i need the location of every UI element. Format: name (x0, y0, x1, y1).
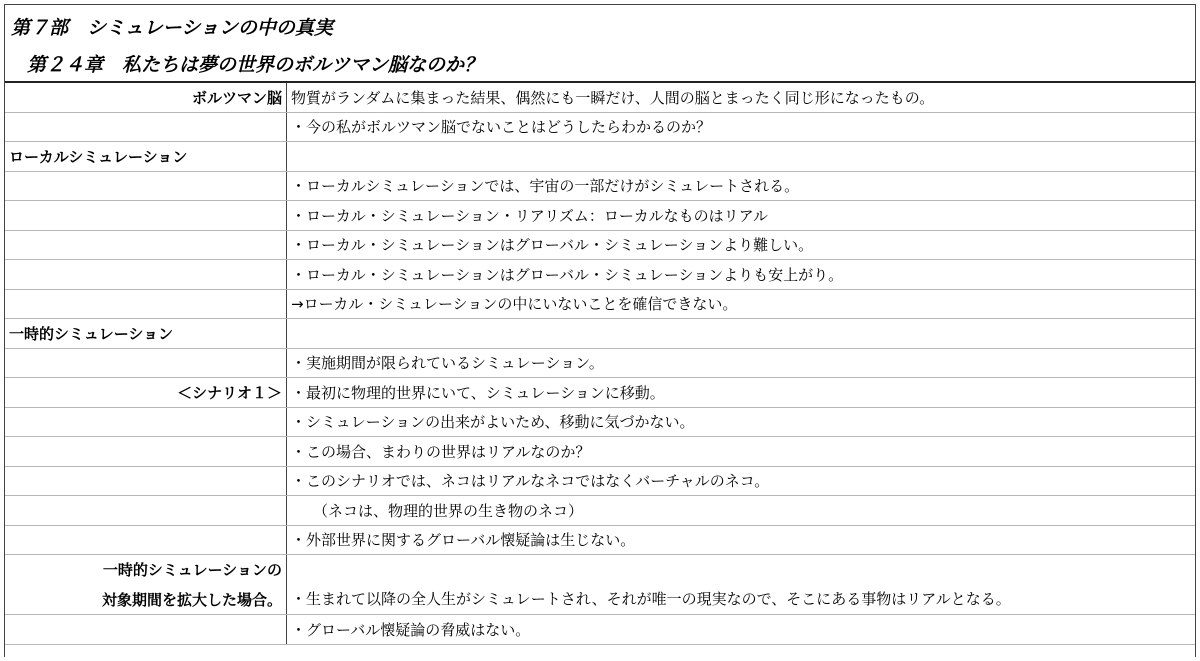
table-row (5, 555, 1195, 615)
spreadsheet (4, 4, 1196, 657)
row-label[interactable] (5, 496, 287, 525)
row-label[interactable] (5, 113, 287, 142)
table-row (5, 408, 1195, 438)
row-label[interactable] (5, 260, 287, 289)
row-text[interactable]: ・このシナリオでは、ネコはリアルなネコではなくバーチャルのネコ。 (291, 472, 770, 491)
row-label-line: 一時的シミュレーションの (102, 561, 282, 580)
table-row (5, 378, 1195, 408)
row-label[interactable]: ローカルシミュレーション (5, 142, 287, 171)
row-label[interactable]: ボルツマン脳 (5, 83, 287, 112)
row-text[interactable]: ・グローバル懐疑論の脅威はない。 (291, 620, 531, 639)
table-row (5, 467, 1195, 497)
row-label[interactable] (5, 467, 287, 496)
row-text[interactable]: ・生まれて以降の全人生がシミュレートされ、それが唯一の現実なので、そこにある事物はリアルとなる。 (291, 590, 1011, 608)
row-text[interactable] (287, 319, 1195, 348)
table-row (5, 526, 1195, 556)
table-row (5, 83, 1195, 113)
row-label[interactable] (5, 526, 287, 555)
row-text[interactable]: ・実施期間が限られているシミュレーション。 (291, 354, 604, 373)
table-row (5, 437, 1195, 467)
row-text[interactable]: （ネコは、物理的世界の生き物のネコ） (313, 501, 584, 520)
row-label[interactable] (5, 555, 287, 614)
row-label[interactable]: 一時的シミュレーション (5, 319, 287, 348)
row-text[interactable]: ・ローカルシミュレーションでは、宇宙の一部だけがシミュレートされる。 (291, 177, 800, 196)
table-row (5, 496, 1195, 526)
row-label[interactable] (5, 408, 287, 437)
table-row (5, 142, 1195, 172)
row-text[interactable]: ・この場合、まわりの世界はリアルなのか？ (291, 442, 591, 461)
row-label[interactable] (5, 172, 287, 201)
row-text[interactable] (287, 142, 1195, 171)
table-row (5, 260, 1195, 290)
row-text[interactable]: ・今の私がボルツマン脳でないことはどうしたらわかるのか？ (291, 118, 712, 137)
row-label-line: 対象期間を拡大した場合。 (101, 590, 282, 609)
chapter-title: 第２４章 私たちは夢の世界のボルツマン脳なのか？ (5, 51, 1195, 83)
table-row (5, 349, 1195, 379)
table-row (5, 319, 1195, 349)
row-label[interactable] (5, 290, 287, 319)
table-row (5, 201, 1195, 231)
row-label[interactable] (5, 201, 287, 230)
row-text[interactable]: ・ローカル・シミュレーションはグローバル・シミュレーションよりも安上がり。 (291, 265, 844, 284)
row-text[interactable]: →ローカル・シミュレーションの中にいないことを確信できない。 (291, 295, 738, 314)
table-row (5, 172, 1195, 202)
row-text[interactable]: ・外部世界に関するグローバル懐疑論は生じない。 (291, 531, 636, 550)
row-text[interactable]: 物質がランダムに集まった結果、偶然にも一瞬だけ、人間の脳とまったく同じ形になったもの。 (291, 88, 935, 107)
table-row (5, 231, 1195, 261)
row-label[interactable] (5, 231, 287, 260)
row-text[interactable]: ・シミュレーションの出来がよいため、移動に気づかない。 (291, 413, 695, 432)
row-label[interactable] (5, 349, 287, 378)
table-row (5, 113, 1195, 143)
row-label[interactable] (5, 437, 287, 466)
row-text[interactable]: ・ローカル・シミュレーションはグローバル・シミュレーションより難しい。 (291, 236, 814, 255)
table-row (5, 615, 1195, 645)
part-title: 第７部 シミュレーションの中の真実 (11, 17, 333, 39)
row-text[interactable]: ・ローカル・シミュレーション・リアリズム：ローカルなものはリアル (291, 206, 769, 225)
row-text[interactable]: ・最初に物理的世界にいて、シミュレーションに移動。 (291, 383, 665, 402)
row-label[interactable]: ＜シナリオ１＞ (5, 378, 287, 407)
row-label[interactable] (5, 615, 287, 644)
table-row (5, 290, 1195, 320)
